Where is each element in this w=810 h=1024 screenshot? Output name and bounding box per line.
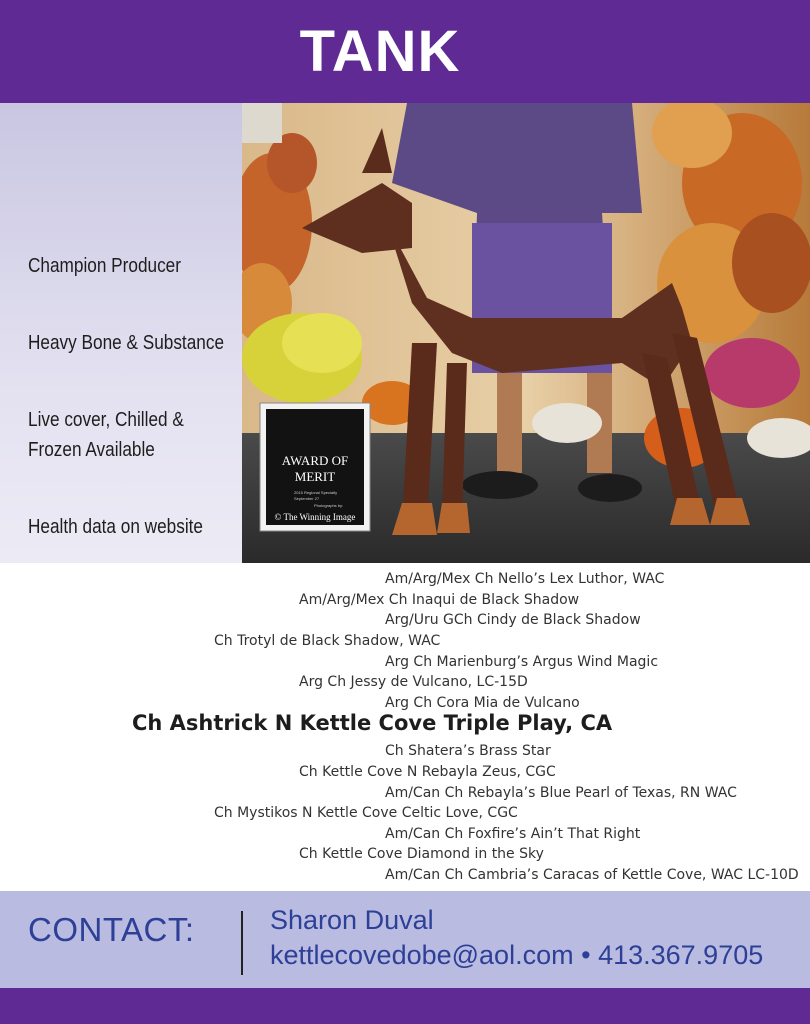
contact-separator: • — [581, 940, 591, 970]
feature-health-data: Health data on website — [28, 516, 203, 538]
contact-email-link[interactable]: kettlecovedobe@aol.com — [270, 940, 574, 970]
photo-illustration — [242, 103, 810, 563]
pedigree-line: Arg Ch Marienburg’s Argus Wind Magic — [385, 654, 659, 670]
sign-small-1: 2015 Regional Specialty — [294, 490, 338, 495]
page-title: TANK — [299, 19, 461, 84]
contact-divider — [241, 911, 243, 975]
header-band — [0, 0, 810, 103]
contact-phone[interactable]: 413.367.9705 — [598, 940, 764, 970]
pedigree-main-dog: Ch Ashtrick N Kettle Cove Triple Play, CA — [132, 711, 613, 735]
pedigree-line: Am/Can Ch Rebayla’s Blue Pearl of Texas, RN WAC — [385, 785, 737, 801]
pedigree-line: Am/Arg/Mex Ch Inaqui de Black Shadow — [299, 592, 580, 608]
feature-live-cover: Live cover, Chilled & — [28, 409, 184, 431]
footer-band — [0, 988, 810, 1024]
sign-small-3: Photographs by: — [314, 503, 344, 508]
pedigree-line: Am/Arg/Mex Ch Nello’s Lex Luthor, WAC — [385, 571, 665, 587]
pedigree-line: Arg Ch Jessy de Vulcano, LC-15D — [299, 674, 528, 690]
feature-panel — [0, 103, 242, 563]
pedigree-line: Ch Trotyl de Black Shadow, WAC — [214, 633, 441, 649]
contact-label: CONTACT: — [28, 911, 195, 948]
sign-line-2: MERIT — [294, 469, 336, 484]
pedigree-line: Arg/Uru GCh Cindy de Black Shadow — [385, 612, 641, 628]
feature-champion-producer: Champion Producer — [28, 255, 181, 277]
contact-band — [0, 891, 810, 988]
feature-heavy-bone: Heavy Bone & Substance — [28, 332, 225, 354]
award-of-merit-sign — [260, 403, 370, 531]
pedigree-line: Ch Kettle Cove N Rebayla Zeus, CGC — [299, 764, 556, 780]
sign-line-1: AWARD OF — [281, 453, 349, 468]
feature-frozen-available: Frozen Available — [28, 439, 155, 461]
pedigree-line: Ch Kettle Cove Diamond in the Sky — [299, 846, 544, 862]
pedigree-line: Ch Shatera’s Brass Star — [385, 743, 551, 759]
handler-left-sleeve — [242, 103, 282, 143]
sign-small-2: September 27 — [294, 496, 320, 501]
contact-name: Sharon Duval — [270, 905, 434, 935]
pedigree-line: Am/Can Ch Cambria’s Caracas of Kettle Cove, WAC LC-10D — [385, 867, 799, 883]
pedigree-line: Am/Can Ch Foxfire’s Ain’t That Right — [385, 826, 641, 842]
pedigree-line: Arg Ch Cora Mia de Vulcano — [385, 695, 580, 711]
dog-show-photo — [242, 103, 810, 563]
sign-credit: © The Winning Image — [274, 512, 356, 522]
pedigree-line: Ch Mystikos N Kettle Cove Celtic Love, CGC — [214, 805, 518, 821]
pedigree-section — [0, 563, 810, 891]
contact-info — [270, 940, 763, 971]
